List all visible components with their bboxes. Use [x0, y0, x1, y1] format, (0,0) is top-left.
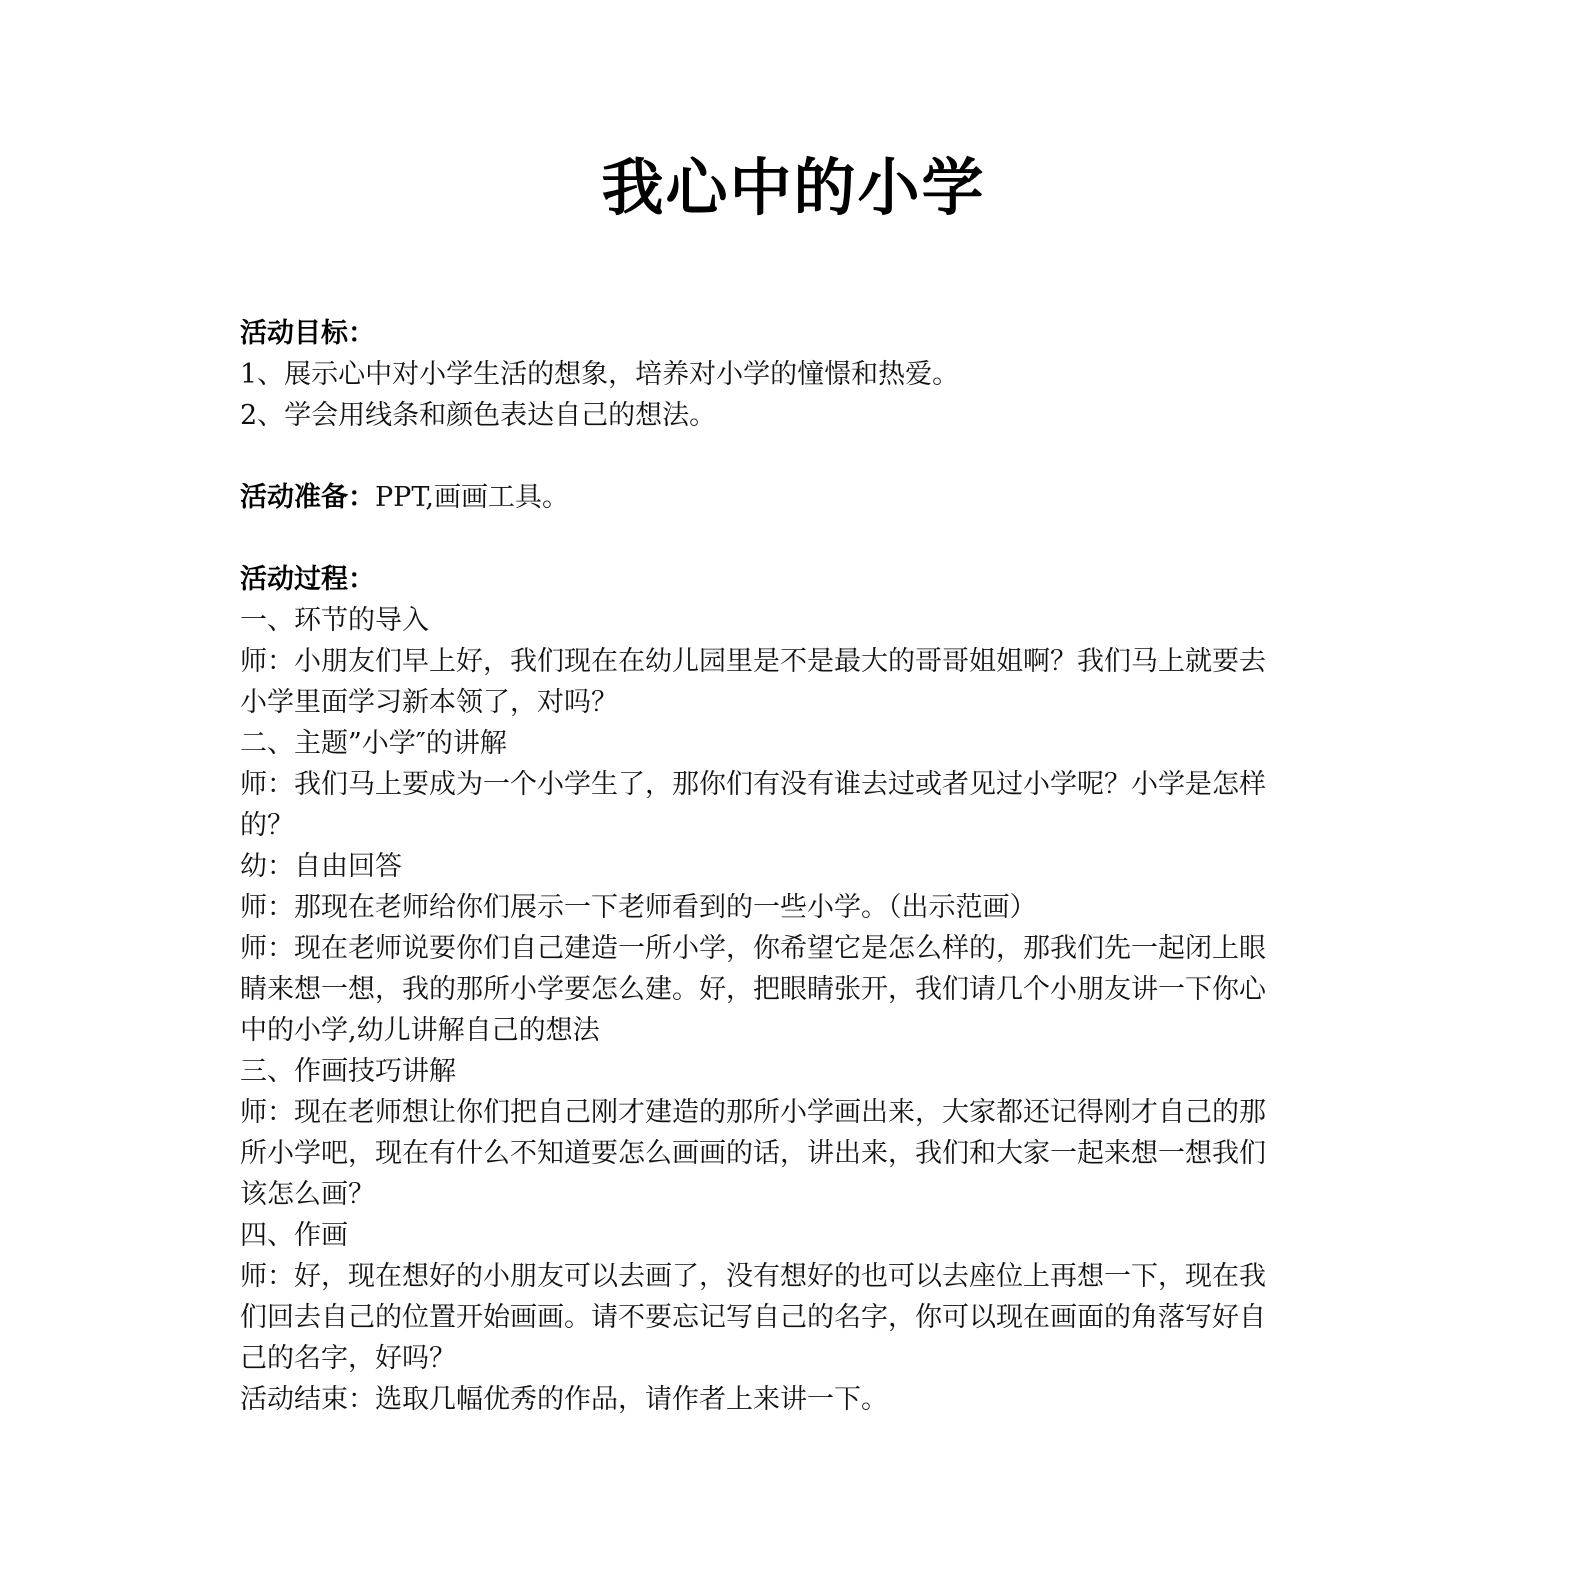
process-line: 师：现在老师说要你们自己建造一所小学，你希望它是怎么样的，那我们先一起闭上眼 — [240, 933, 1266, 964]
preparation-paragraph — [240, 477, 1340, 518]
preparation-content: PPT,画画工具。 — [375, 482, 569, 513]
process-line: 师：好，现在想好的小朋友可以去画了，没有想好的也可以去座位上再想一下，现在我 — [240, 1261, 1266, 1292]
process-line: 中的小学,幼儿讲解自己的想法 — [240, 1015, 600, 1046]
process-line: 师：那现在老师给你们展示一下老师看到的一些小学。（出示范画） — [240, 892, 1037, 923]
document-title: 我心中的小学 — [601, 151, 986, 224]
paragraph-spacer — [240, 518, 1340, 559]
paragraph-spacer — [240, 436, 1340, 477]
process-heading: 活动过程： — [240, 564, 375, 595]
process-line: 小学里面学习新本领了，对吗？ — [240, 687, 618, 718]
goals-heading: 活动目标： — [240, 318, 375, 349]
process-line: 己的名字，好吗？ — [240, 1343, 456, 1374]
activity-conclusion: 活动结束：选取几幅优秀的作品，请作者上来讲一下。 — [240, 1384, 888, 1415]
process-step-2-heading: 二、主题”小学″的讲解 — [240, 728, 507, 759]
process-step-1-heading: 一、环节的导入 — [240, 605, 429, 636]
process-line: 幼：自由回答 — [240, 851, 402, 882]
goal-item: 1、展示心中对小学生活的想象，培养对小学的憧憬和热爱。 — [240, 359, 960, 390]
process-line: 们回去自己的位置开始画画。请不要忘记写自己的名字，你可以现在画面的角落写好自 — [240, 1302, 1266, 1333]
process-line: 的？ — [240, 810, 294, 841]
process-line: 师：我们马上要成为一个小学生了，那你们有没有谁去过或者见过小学呢？小学是怎样 — [240, 769, 1266, 800]
process-line: 师：现在老师想让你们把自己刚才建造的那所小学画出来，大家都还记得刚才自己的那 — [240, 1097, 1266, 1128]
process-step-3-heading: 三、作画技巧讲解 — [240, 1056, 456, 1087]
process-line: 师：小朋友们早上好，我们现在在幼儿园里是不是最大的哥哥姐姐啊？我们马上就要去 — [240, 646, 1266, 677]
goal-item: 2、学会用线条和颜色表达自己的想法。 — [240, 400, 717, 431]
document-body — [240, 313, 1340, 1420]
process-line: 睛来想一想，我的那所小学要怎么建。好，把眼睛张开，我们请几个小朋友讲一下你心 — [240, 974, 1266, 1005]
process-line: 所小学吧，现在有什么不知道要怎么画画的话，讲出来，我们和大家一起来想一想我们 — [240, 1138, 1266, 1169]
process-line: 该怎么画？ — [240, 1179, 375, 1210]
process-step-4-heading: 四、作画 — [240, 1220, 348, 1251]
preparation-heading: 活动准备： — [240, 482, 375, 513]
